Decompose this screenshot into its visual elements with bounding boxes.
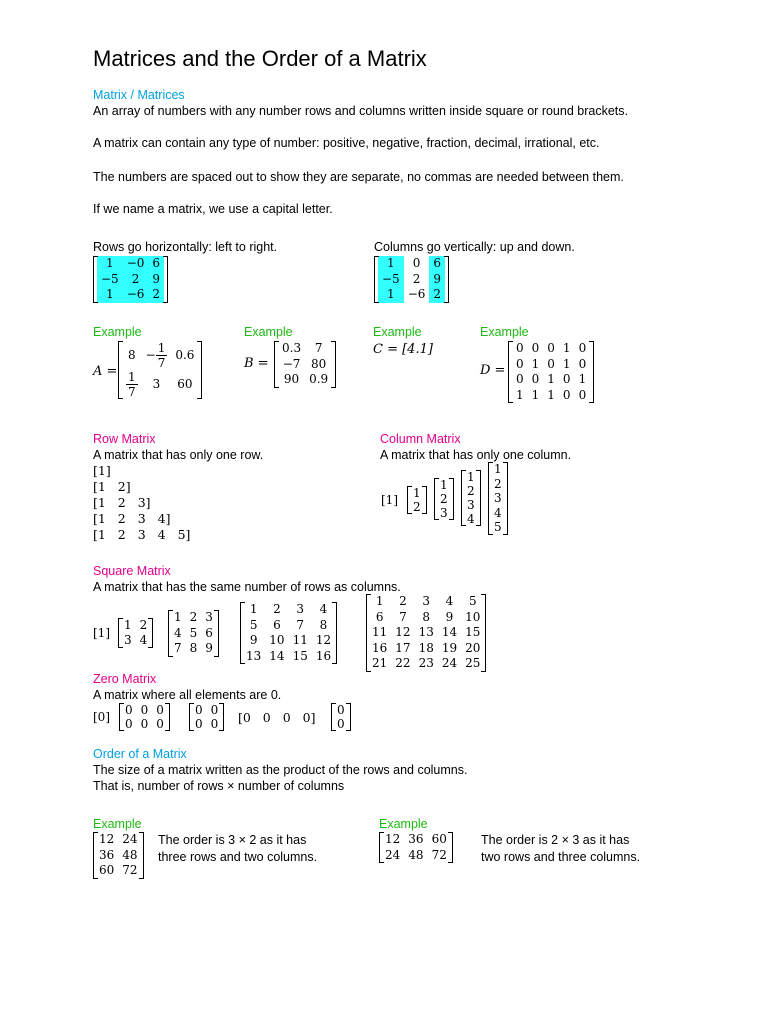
cell: 1: [547, 387, 555, 402]
cell: 21: [372, 656, 388, 670]
cell: [122, 370, 142, 399]
cell: 7: [174, 641, 182, 655]
cell: 1: [378, 256, 404, 272]
cell: 3: [124, 633, 132, 647]
cell: 4: [445, 594, 454, 608]
cell: 80: [311, 356, 327, 371]
cell: 12: [395, 625, 411, 639]
cell: 22: [395, 656, 411, 670]
cell: 1: [578, 372, 587, 386]
square-matrix-4: [240, 602, 337, 664]
cell: 7: [314, 341, 323, 355]
order-definition: The size of a matrix written as the product of the rows and columns.: [93, 763, 468, 777]
cell: 9: [205, 641, 213, 655]
cell: 8: [422, 609, 431, 624]
cell: 3: [440, 506, 448, 520]
zero-matrix-row: [0 0 0 0]: [238, 710, 316, 725]
order-example-matrix-3x2: [93, 832, 144, 879]
cell: 15: [292, 648, 308, 663]
cell: 0: [531, 372, 540, 386]
cell: 14: [441, 625, 458, 639]
cell: 7: [296, 617, 305, 632]
row-matrix-example: [1 2 3 4 5]: [93, 527, 191, 542]
cell: 0: [140, 717, 149, 731]
cell: 2: [123, 272, 149, 288]
matrix-c: C = [4.1]: [373, 342, 433, 357]
row-matrix-example: [1 2]: [93, 479, 131, 494]
matrix-number-types: A matrix can contain any type of number: positive, negative, fraction, decimal, irrational, etc.: [93, 136, 600, 150]
cell: 16: [315, 648, 332, 663]
cell: 2: [139, 618, 148, 632]
cell: 3: [494, 491, 502, 505]
cell: 2: [429, 287, 445, 303]
matrix-naming-note: If we name a matrix, we use a capital letter.: [93, 202, 333, 216]
cell: 60: [431, 832, 447, 846]
cell: 0: [578, 356, 587, 371]
order-rule: That is, number of rows × number of columns: [93, 779, 345, 793]
cell: 1: [531, 356, 540, 371]
cell: 16: [372, 640, 388, 655]
order-example-1-text: The order is 3 × 2 as it has: [158, 833, 307, 847]
matrix-row: [97, 256, 164, 272]
cell: 12: [315, 633, 332, 647]
cell: −5: [97, 272, 123, 288]
cell: 9: [429, 272, 445, 288]
page-title: Matrices and the Order of a Matrix: [93, 46, 427, 71]
zero-matrix-desc: A matrix where all elements are 0.: [93, 688, 282, 702]
row-matrix-example: [1 2 3]: [93, 495, 151, 510]
cell: 5: [249, 617, 258, 632]
cell: 4: [467, 512, 475, 526]
example-label: Example: [244, 325, 293, 339]
cell: 6: [429, 256, 445, 272]
order-example-matrix-2x3: [379, 832, 453, 863]
cell: 2: [189, 610, 198, 624]
cell: 10: [269, 633, 285, 647]
cell: 2: [412, 271, 421, 286]
cell: 14: [269, 648, 285, 663]
column-matrix-3: [434, 478, 454, 520]
cell: 0: [140, 703, 149, 717]
cell: 0: [531, 341, 540, 355]
cell: 1: [97, 287, 123, 303]
cell: 0: [562, 372, 571, 386]
cell: 0: [547, 356, 555, 371]
section-heading-column-matrix: Column Matrix: [380, 432, 461, 446]
section-heading-matrix: Matrix / Matrices: [93, 88, 185, 102]
cell: 90: [283, 372, 300, 386]
order-example-2-text: two rows and three columns.: [481, 850, 641, 864]
cell: 15: [465, 625, 481, 639]
cell: 8: [128, 348, 136, 362]
example-label: Example: [379, 817, 428, 831]
square-matrix-desc: A matrix that has the same number of rows as columns.: [93, 580, 401, 594]
cell: 1: [440, 478, 448, 492]
matrix-spacing-note: The numbers are spaced out to show they are separate, no commas are needed between them.: [93, 170, 624, 184]
cell: 0: [516, 341, 524, 355]
cell: 0: [156, 703, 164, 717]
square-matrix-1: [1]: [93, 626, 110, 640]
cell: 1: [124, 618, 132, 632]
cell: 17: [395, 640, 411, 655]
cell: 1: [547, 372, 555, 386]
cell: 48: [408, 847, 424, 862]
cell: 9: [148, 272, 164, 288]
cell: 0: [195, 717, 203, 731]
cell: 48: [122, 847, 138, 862]
cell: 11: [372, 625, 388, 639]
cell: 0: [562, 387, 571, 402]
cell: 0: [210, 717, 219, 731]
cell: 5: [189, 625, 198, 640]
cell: 2: [399, 594, 407, 608]
matrix-d-name: D =: [480, 363, 506, 378]
column-matrix-5: [488, 462, 508, 535]
cell: 36: [408, 832, 424, 846]
cell: 3: [467, 498, 475, 512]
row-matrix-example: [1]: [93, 463, 111, 478]
square-matrix-3: [168, 610, 219, 657]
cell: −6: [407, 287, 426, 301]
section-heading-row-matrix: Row Matrix: [93, 432, 156, 446]
cell: 3: [152, 377, 161, 391]
cell: 4: [319, 602, 328, 616]
cell: 1: [97, 256, 123, 272]
cell: 13: [246, 648, 262, 663]
example-label: Example: [480, 325, 529, 339]
cell: 2: [440, 492, 448, 506]
cell: 3: [422, 594, 431, 608]
cell: 0.6: [175, 348, 195, 362]
cell: 36: [99, 847, 115, 862]
matrix-d: [508, 341, 594, 403]
cell: 72: [122, 863, 138, 877]
cell: 12: [385, 832, 401, 846]
cell: 7: [399, 609, 407, 624]
cell: 2: [467, 484, 475, 498]
cell: −7: [282, 356, 301, 371]
cell: 1: [562, 341, 571, 355]
cell: 0: [125, 717, 133, 731]
matrix-a-name: A =: [93, 364, 118, 379]
example-label: Example: [93, 325, 142, 339]
cell: − $\frac{1}{7}$: [145, 341, 166, 370]
cell: 5: [494, 520, 502, 534]
cell: 6: [375, 609, 384, 624]
cell: 9: [249, 633, 258, 647]
cell: 0: [337, 717, 345, 731]
cell: 25: [465, 656, 481, 670]
cell: 2: [148, 287, 164, 303]
column-matrix-desc: A matrix that has only one column.: [380, 448, 572, 462]
column-matrix-4: [461, 470, 481, 526]
matrix-row: [97, 272, 164, 288]
columns-text: Columns go vertically: up and down.: [374, 240, 575, 254]
section-heading-square-matrix: Square Matrix: [93, 564, 171, 578]
cell: 1: [249, 602, 258, 616]
cell: 0: [516, 356, 524, 371]
column-matrix-1: [1]: [381, 493, 398, 507]
zero-matrix-1: [0]: [93, 710, 110, 724]
cell: 6: [148, 256, 164, 272]
matrix-row: [97, 287, 164, 303]
zero-matrix-2x3: [119, 703, 170, 731]
row-matrix-desc: A matrix that has only one row.: [93, 448, 264, 462]
cell: −5: [378, 272, 404, 288]
cell: 8: [189, 641, 198, 655]
cell: 24: [441, 656, 458, 670]
cell: 2: [413, 500, 421, 514]
cell: 72: [431, 847, 447, 862]
cell: 11: [292, 633, 308, 647]
cell: 5: [468, 594, 477, 608]
cell: 3: [205, 610, 213, 624]
cell: 1: [375, 594, 384, 608]
cell: 2: [494, 476, 502, 491]
cell: 1: [531, 387, 540, 402]
cell: 20: [465, 640, 481, 655]
fraction: $\frac{1}{7}$: [128, 370, 136, 399]
cell: 0: [156, 717, 164, 731]
order-example-1-text: three rows and two columns.: [158, 850, 318, 864]
cell: 0: [412, 256, 421, 270]
cell: 4: [139, 633, 148, 647]
cell: 1: [378, 287, 404, 303]
cell: 3: [296, 602, 305, 616]
rows-text: Rows go horizontally: left to right.: [93, 240, 278, 254]
cell: −6: [123, 287, 149, 303]
matrix-definition: An array of numbers with any number rows and columns written inside square or round brackets.: [93, 104, 628, 118]
fraction: $\frac{1}{7}$: [157, 341, 166, 370]
cell: 0: [578, 387, 587, 402]
cell: 0: [125, 703, 133, 717]
zero-matrix-2x2: [189, 703, 224, 731]
example-label: Example: [93, 817, 142, 831]
cell: 0: [516, 372, 524, 386]
cell: 0: [195, 703, 203, 717]
cell: 60: [99, 863, 115, 877]
columns-matrix: [374, 256, 449, 303]
cell: 1: [562, 356, 571, 371]
cell: 0: [547, 341, 555, 355]
cell: 0: [337, 703, 345, 717]
cell: 4: [494, 505, 502, 520]
cell: 6: [205, 625, 213, 640]
cell: 8: [319, 617, 328, 632]
rows-matrix: [93, 256, 168, 303]
matrix-b-name: B =: [244, 356, 269, 371]
cell: 12: [99, 832, 115, 846]
cell: 19: [441, 640, 458, 655]
row-matrix-example: [1 2 3 4]: [93, 511, 171, 526]
matrix-b: [274, 341, 336, 388]
cell: −0: [123, 256, 149, 272]
cell: 0.3: [282, 341, 302, 355]
square-matrix-5: [366, 594, 486, 672]
cell: 24: [385, 847, 401, 862]
cell: 9: [445, 609, 454, 624]
cell: 4: [174, 625, 182, 640]
cell: 1: [516, 387, 524, 402]
cell: 23: [418, 656, 434, 670]
section-heading-order: Order of a Matrix: [93, 747, 187, 761]
cell: 24: [122, 832, 138, 846]
cell: 0.9: [309, 372, 329, 386]
square-matrix-2: [118, 618, 153, 648]
example-label: Example: [373, 325, 422, 339]
cell: 1: [413, 486, 421, 500]
cell: 10: [465, 609, 481, 624]
cell: 0: [210, 703, 219, 717]
cell: 60: [177, 377, 193, 391]
section-heading-zero-matrix: Zero Matrix: [93, 672, 157, 686]
matrix-a: [118, 341, 202, 399]
cell: 13: [418, 625, 434, 639]
cell: 6: [273, 617, 281, 632]
zero-matrix-column: [331, 703, 351, 731]
cell: 2: [273, 602, 281, 616]
cell: 0: [578, 341, 587, 355]
cell: 1: [174, 610, 182, 624]
order-example-2-text: The order is 2 × 3 as it has: [481, 833, 630, 847]
cell: 1: [494, 462, 502, 476]
cell: 18: [418, 640, 434, 655]
column-matrix-2: [407, 486, 427, 514]
cell: 1: [467, 470, 475, 484]
